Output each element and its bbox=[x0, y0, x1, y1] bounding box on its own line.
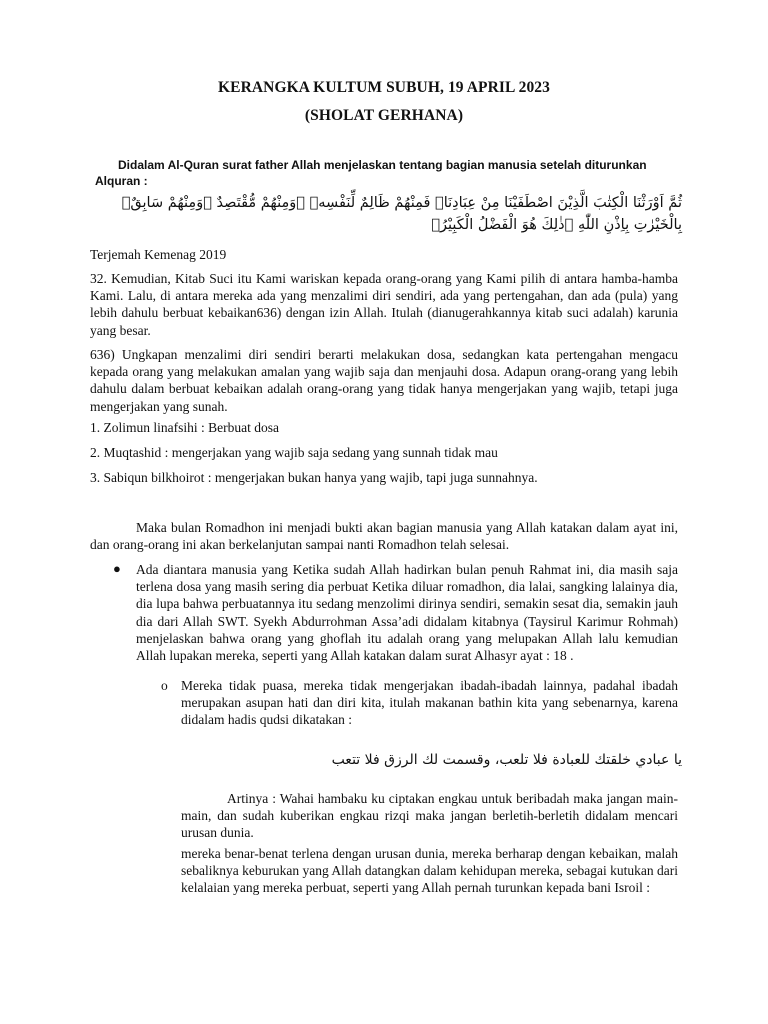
paragraph-last: mereka benar-benat terlena dengan urusan dunia, mereka berharap dengan kebaikan, malah sebaliknya keburukan yang Allah datangkan dalam kehidupan mereka, sebagai kutukan dari kelalaian yang mereka perbuat, seperti yang Allah pernah turunkan kepada bani Isroil : bbox=[181, 846, 678, 896]
document-subtitle: (SHOLAT GERHANA) bbox=[304, 107, 464, 124]
bullet-marker: ● bbox=[113, 561, 121, 576]
intro-line-2: Alquran : bbox=[95, 174, 148, 188]
bullet-main-text: Ada diantara manusia yang Ketika sudah Allah hadirkan bulan penuh Rahmat ini, dia masih saja terlena dosa yang masih sering dia perbuat Ketika diluar romadhon, dia lalai, sangking lalainya dia, dia lupa bahwa perbuatannya itu sedang menzolimi dirinya sendiri, semakin sesat dia, semakin jauh dia dari Allah SWT. Syekh Abdurrohman Assa’adi didalam kitabnya (Taysirul Karimur Rohmah) menjelaskan bahwa orang yang ghoflah itu adalah orang yang melupakan Allah lalu kemudian Allah lupakan mereka, seperti yang Allah katakan dalam surat Alhasyr ayat : 18 . bbox=[136, 562, 678, 664]
arabic-verse: ثُمَّ اَوْرَثْنَا الْكِتٰبَ الَّذِيْنَ اصْطَفَيْنَا مِنْ عِبَادِنَاۚ فَمِنْهُمْ ظَالِمٌ لِّنَفْسِهٖ ۚوَمِنْهُمْ مُّقْتَصِدٌ ۚوَمِنْهُمْ سَابِقٌۢ بِالْخَيْرٰتِ بِاِذْنِ اللّٰهِ ۗذٰلِكَ هُوَ الْفَضْلُ الْكَبِيْرُۗ bbox=[121, 195, 682, 233]
document-title: KERANGKA KULTUM SUBUH, 19 APRIL 2023 bbox=[217, 79, 551, 96]
intro-line-1: Didalam Al-Quran surat father Allah menjelaskan tentang bagian manusia setelah diturunkan bbox=[118, 158, 647, 172]
list-item: 1. Zolimun linafsihi : Berbuat dosa bbox=[90, 420, 279, 435]
list-item: 3. Sabiqun bilkhoirot : mengerjakan bukan hanya yang wajib, tapi juga sunnahnya. bbox=[90, 470, 538, 485]
hadith-translation: Artinya : Wahai hambaku ku ciptakan engkau untuk beribadah maka jangan main-main, dan sudah kuberikan engkau rizqi maka jangan berletih-berletih didalam mencari urusan dunia. bbox=[181, 791, 678, 841]
footnote-636: 636) Ungkapan menzalimi diri sendiri berarti melakukan dosa, sedangkan kata pertengahan mengacu kepada orang yang melakukan amalan yang wajib saja dan menjauhi dosa. Adapun orang-orang yang lebih dahulu dalam berbuat kebaikan adalah orang-orang yang tidak hanya mengerjakan yang wajib, tetapi juga mengerjakan yang sunah. bbox=[90, 347, 678, 414]
list-item: 2. Muqtashid : mengerjakan yang wajib saja sedang yang sunnah tidak mau bbox=[90, 445, 498, 460]
verse-32-translation: 32. Kemudian, Kitab Suci itu Kami wariskan kepada orang-orang yang Kami pilih di antara hamba-hamba Kami. Lalu, di antara mereka ada yang menzalimi diri sendiri, ada yang pertengahan, dan ada (pula) yang lebih dahulu berbuat kebaikan636) dengan izin Allah. Itulah (dianugerahkannya kitab suci adalah) karunia yang besar. bbox=[90, 271, 678, 338]
paragraph-ramadhan: Maka bulan Romadhon ini menjadi bukti akan bagian manusia yang Allah katakan dalam ayat ini, dan orang-orang ini akan berkelanjutan sampai nanti Romadhon telah selesai. bbox=[90, 520, 678, 553]
intro-paragraph bbox=[95, 157, 678, 189]
translation-label: Terjemah Kemenag 2019 bbox=[90, 247, 227, 262]
arabic-hadith: يا عبادي خلقتك للعبادة فلا تلعب، وقسمت لك الرزق فلا تتعب bbox=[331, 752, 682, 768]
sub-bullet-marker: o bbox=[161, 678, 168, 693]
sub-bullet-text: Mereka tidak puasa, mereka tidak mengerjakan ibadah-ibadah lainnya, padahal ibadah merupakan asupan hati dan diri kita, itulah makanan bathin kita yang sebenarnya, karena didalam hadis qudsi dikatakan : bbox=[181, 678, 678, 728]
